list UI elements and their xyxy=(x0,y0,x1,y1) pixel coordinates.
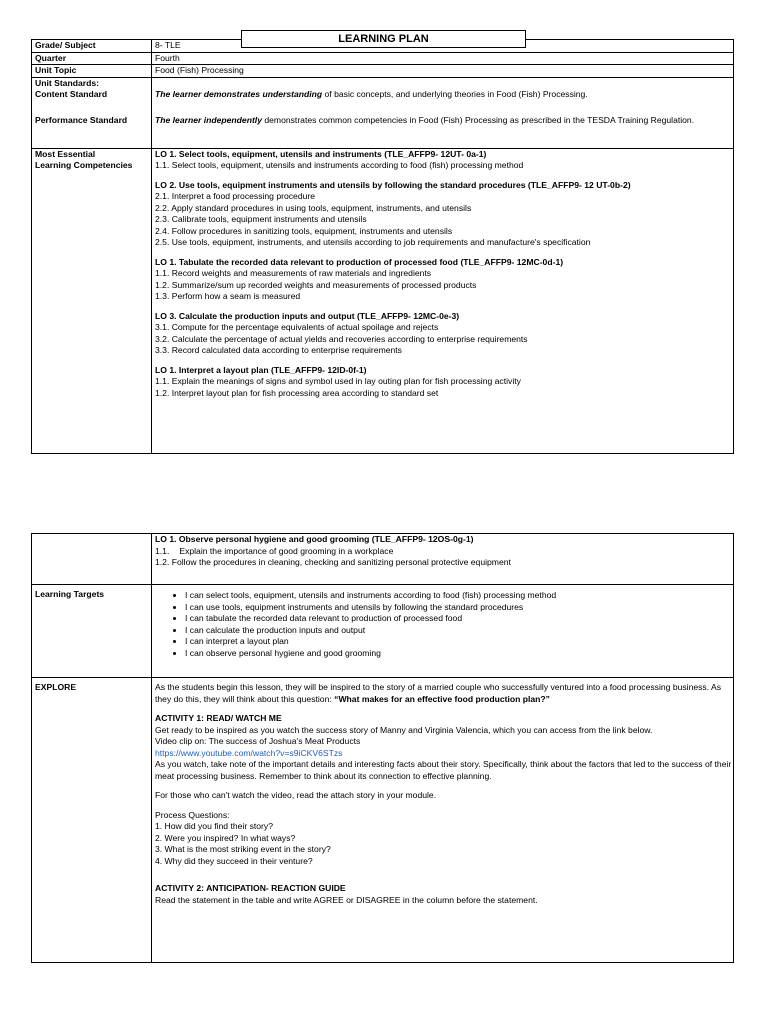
lo-hygiene-content xyxy=(152,534,734,585)
activity1-video: Video clip on: The success of Joshua's Meat Products xyxy=(155,736,361,746)
question-item: 1. How did you find their story? xyxy=(155,821,273,831)
targets-list xyxy=(155,590,733,659)
empty-label-cell xyxy=(32,534,152,585)
lo-group xyxy=(155,257,733,303)
row-topic xyxy=(32,65,734,78)
lo-item: 1.2. Summarize/sum up recorded weights and measurements of processed products xyxy=(155,279,477,290)
learning-plan-table-page2 xyxy=(31,533,734,963)
list-item: • I can calculate the production inputs and output xyxy=(185,625,733,637)
lo-title: LO 1. Interpret a layout plan (TLE_AFFP9- 12ID-0f-1) xyxy=(155,364,367,375)
lo-group xyxy=(155,180,733,249)
grade-label: Grade/ Subject xyxy=(32,40,152,53)
standards-label-cell xyxy=(32,77,152,148)
lo-item: 2.1. Interpret a food processing procedure xyxy=(155,191,316,201)
lo-item: 3.2. Calculate the percentage of actual yields and recoveries according to enterprise requirements xyxy=(155,333,528,344)
targets-content xyxy=(152,585,734,678)
lo-item: 3.1. Compute for the percentage equivalents of actual spoilage and rejects xyxy=(155,322,439,332)
performance-standard-text: The learner independently demonstrates common competencies in Food (Fish) Processing as prescribed in the TESDA Training Regulation. xyxy=(155,114,695,125)
row-melc xyxy=(32,148,734,453)
melc-label-1: Most Essential xyxy=(35,148,96,159)
row-targets xyxy=(32,585,734,678)
row-explore xyxy=(32,678,734,963)
row-standards xyxy=(32,77,734,148)
question-item: 2. Were you inspired? In what ways? xyxy=(155,832,296,843)
melc-label-cell xyxy=(32,148,152,453)
quarter-value: Fourth xyxy=(152,52,734,65)
lo-item: 1.3. Perform how a seam is measured xyxy=(155,291,301,301)
process-questions-label: Process Questions: xyxy=(155,809,230,820)
quarter-label: Quarter xyxy=(32,52,152,65)
list-item: • I can use tools, equipment instruments and utensils by following the standard procedures xyxy=(185,602,733,614)
lo-group xyxy=(155,365,733,400)
lo-item: 1.1. Select tools, equipment, utensils and instruments according to food (fish) processing method xyxy=(155,160,524,170)
page-title: LEARNING PLAN xyxy=(241,30,526,48)
explore-label: EXPLORE xyxy=(32,678,152,963)
unit-standards-label: Unit Standards: xyxy=(35,77,99,88)
activity2-title: ACTIVITY 2: ANTICIPATION- REACTION GUIDE xyxy=(155,883,346,893)
topic-value: Food (Fish) Processing xyxy=(152,65,734,78)
lo-item: 1.1. Explain the meanings of signs and symbol used in lay outing plan for fish processing activity xyxy=(155,376,521,386)
row-quarter xyxy=(32,52,734,65)
video-link[interactable]: https://www.youtube.com/watch?v=s9iCKV6STzs xyxy=(155,747,343,758)
lo-item: 2.3. Calibrate tools, equipment instruments and utensils xyxy=(155,214,367,224)
learning-plan-table-page1 xyxy=(31,39,734,454)
lo-item: 1.2. Follow the procedures in cleaning, checking and sanitizing personal protective equipment xyxy=(155,557,511,567)
targets-label: Learning Targets xyxy=(32,585,152,678)
performance-standard-label: Performance Standard xyxy=(35,114,128,125)
list-item: • I can observe personal hygiene and good grooming xyxy=(185,648,733,660)
activity1-title: ACTIVITY 1: READ/ WATCH ME xyxy=(155,713,282,723)
list-item: • I can select tools, equipment, utensils and instruments according to food (fish) processing method xyxy=(185,590,733,602)
activity2-text: Read the statement in the table and write AGREE or DISAGREE in the column before the statement. xyxy=(155,894,538,905)
content-standard-text: The learner demonstrates understanding of basic concepts, and underlying theories in Food (Fish) Processing. xyxy=(155,89,588,99)
row-lo-hygiene xyxy=(32,534,734,585)
melc-content xyxy=(152,148,734,453)
explore-content xyxy=(152,678,734,963)
lo-item: 2.4. Follow procedures in sanitizing tools, equipment, instruments and utensils xyxy=(155,225,453,236)
lo-item: 2.2. Apply standard procedures in using tools, equipment, instruments, and utensils xyxy=(155,202,472,213)
lo-title: LO 1. Select tools, equipment, utensils and instruments (TLE_AFFP9- 12UT- 0a-1) xyxy=(155,148,487,159)
lo-title: LO 2. Use tools, equipment instruments and utensils by following the standard procedures (TLE_AFFP9- 12 UT-0b-2) xyxy=(155,179,631,190)
lo-title: LO 1. Tabulate the recorded data relevant to production of processed food (TLE_AFFP9- 12MC-0d-1) xyxy=(155,256,564,267)
lo-group xyxy=(155,311,733,357)
content-standard-label: Content Standard xyxy=(35,89,108,99)
lo-group xyxy=(155,149,733,172)
list-item: • I can interpret a layout plan xyxy=(185,636,733,648)
lo-item: 1.2. Interpret layout plan for fish processing area according to standard set xyxy=(155,387,439,398)
lo-item: 2.5. Use tools, equipment, instruments, and utensils according to job requirements and manufacture's specification xyxy=(155,237,591,247)
lo-title: LO 3. Calculate the production inputs and output (TLE_AFFP9- 12MC-0e-3) xyxy=(155,310,460,321)
activity1-alternative: For those who can't watch the video, read the attach story in your module. xyxy=(155,790,437,800)
topic-label: Unit Topic xyxy=(32,65,152,78)
question-item: 4. Why did they succeed in their venture? xyxy=(155,855,313,866)
melc-label-2: Learning Competencies xyxy=(35,160,133,170)
standards-value-cell xyxy=(152,77,734,148)
list-item: • I can tabulate the recorded data relevant to production of processed food xyxy=(185,613,733,625)
lo-item: 1.1. Record weights and measurements of raw materials and ingredients xyxy=(155,268,432,278)
activity1-text: Get ready to be inspired as you watch the success story of Manny and Virginia Valencia, which you can access from the link below. xyxy=(155,724,653,735)
grade-value: 8- TLE xyxy=(152,40,734,53)
lo-item: 3.3. Record calculated data according to enterprise requirements xyxy=(155,345,402,355)
explore-intro: As the students begin this lesson, they will be inspired to the story of a married couple who successfully ventured into a food processing business. As they do this, they will think about this question: “What makes for an effective food production plan?” xyxy=(155,682,722,704)
activity1-instructions: As you watch, take note of the important details and interesting facts about their story. Specifically, think about the factors that led to the success of their meat processing business. Remember to think about its connection to effective planning. xyxy=(155,759,732,781)
lo-item: 1.1. Explain the importance of good grooming in a workplace xyxy=(155,545,394,556)
lo-title: LO 1. Observe personal hygiene and good grooming (TLE_AFFP9- 12OS-0g-1) xyxy=(155,534,474,544)
question-item: 3. What is the most striking event in the story? xyxy=(155,844,331,854)
